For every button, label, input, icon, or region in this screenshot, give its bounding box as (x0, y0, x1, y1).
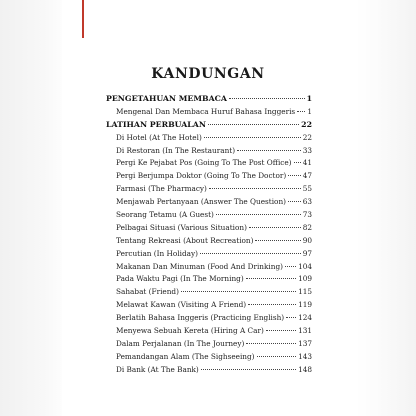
toc-entry (106, 313, 312, 326)
toc-page-number: 124 (298, 313, 312, 323)
toc-entry (106, 171, 312, 184)
dot-leader (208, 124, 299, 125)
dot-leader (286, 317, 296, 318)
toc-page-number: 104 (298, 261, 312, 271)
scan-edge-right (356, 0, 416, 416)
dot-leader (285, 266, 296, 267)
toc-entry (106, 146, 312, 159)
toc-entry-label: Di Restoran (In The Restaurant) (116, 145, 236, 155)
toc-entry (106, 365, 312, 378)
toc-entry-label: Berlatih Bahasa Inggeris (Practicing English) (116, 313, 285, 323)
toc-page-number: 73 (302, 210, 312, 220)
toc-entry-label: Di Bank (At The Bank) (116, 364, 199, 374)
dot-leader (297, 111, 305, 112)
toc-entry (106, 107, 312, 120)
toc-entry (106, 197, 312, 210)
dot-leader (294, 162, 301, 163)
toc-entry-label: Dalam Perjalanan (In The Journey) (116, 338, 245, 348)
toc-entry (106, 339, 312, 352)
dot-leader (201, 369, 296, 370)
toc-page-number: 22 (302, 132, 312, 142)
toc-entry (106, 236, 312, 249)
scan-edge-left (0, 0, 62, 416)
dot-leader (204, 137, 301, 138)
toc-entry (106, 274, 312, 287)
toc-entry-label: Makanan Dan Minuman (Food And Drinking) (116, 261, 283, 271)
toc-entry (106, 300, 312, 313)
toc-entry (106, 158, 312, 171)
toc-entry-label: Tentang Rekreasi (About Recreation) (116, 235, 254, 245)
toc-page-number: 63 (302, 197, 312, 207)
toc-entry-label: Menjawab Pertanyaan (Answer The Question) (116, 197, 286, 207)
book-page (88, 0, 328, 416)
toc-page-number: 1 (307, 106, 312, 116)
table-of-contents (106, 94, 312, 378)
dot-leader (288, 175, 301, 176)
toc-entry (106, 184, 312, 197)
toc-entry-label: Pada Waktu Pagi (In The Morning) (116, 274, 244, 284)
toc-entry (106, 352, 312, 365)
toc-entry-label: Mengenal Dan Membaca Huruf Bahasa Inggeris (116, 106, 296, 116)
dot-leader (288, 201, 301, 202)
toc-entry-label: Pergi Ke Pejabat Pos (Going To The Post Office) (116, 158, 292, 168)
toc-page-number: 109 (298, 274, 312, 284)
toc-entry-label: Seorang Tetamu (A Guest) (116, 210, 214, 220)
toc-page-number: 1 (306, 94, 312, 103)
toc-entry (106, 133, 312, 146)
toc-page-number: 47 (302, 171, 312, 181)
toc-entry (106, 287, 312, 300)
dot-leader (200, 253, 301, 254)
toc-entry (106, 262, 312, 275)
dot-leader (246, 343, 296, 344)
toc-entry-label: Di Hotel (At The Hotel) (116, 132, 202, 142)
dot-leader (229, 98, 305, 99)
dot-leader (246, 278, 296, 279)
dot-leader (255, 240, 300, 241)
toc-page-number: 131 (298, 326, 312, 336)
toc-page-number: 55 (302, 184, 312, 194)
dot-leader (248, 304, 296, 305)
toc-page-number: 137 (298, 338, 312, 348)
toc-entry (106, 249, 312, 262)
toc-entry-label: Farmasi (The Pharmacy) (116, 184, 207, 194)
dot-leader (237, 150, 301, 151)
toc-page-number: 143 (298, 351, 312, 361)
toc-page-number: 41 (302, 158, 312, 168)
toc-page-number: 82 (302, 222, 312, 232)
dot-leader (181, 291, 296, 292)
spine-mark (82, 0, 84, 38)
toc-entry (106, 326, 312, 339)
toc-section-label: LATIHAN PERBUALAN (106, 119, 206, 129)
toc-entry-label: Melawat Kawan (Visiting A Friend) (116, 300, 247, 310)
page-title: KANDUNGAN (151, 66, 265, 82)
toc-page-number: 22 (301, 119, 312, 129)
dot-leader (216, 214, 301, 215)
toc-entry-label: Pergi Berjumpa Doktor (Going To The Doctor) (116, 171, 287, 181)
toc-page-number: 97 (302, 248, 312, 258)
dot-leader (266, 330, 296, 331)
toc-entry-label: Sahabat (Friend) (116, 287, 179, 297)
toc-entry (106, 210, 312, 223)
dot-leader (209, 188, 301, 189)
toc-entry-label: Percutian (In Holiday) (116, 248, 198, 258)
toc-entry (106, 223, 312, 236)
toc-page-number: 148 (298, 364, 312, 374)
toc-entry-label: Pemandangan Alam (The Sighseeing) (116, 351, 255, 361)
toc-page-number: 119 (298, 300, 312, 310)
toc-entry-label: Pelbagai Situasi (Various Situation) (116, 222, 247, 232)
dot-leader (257, 356, 297, 357)
toc-section-row (106, 94, 312, 107)
toc-entry-label: Menyewa Sebuah Kereta (Hiring A Car) (116, 326, 264, 336)
toc-section-row (106, 120, 312, 133)
toc-section-label: PENGETAHUAN MEMBACA (106, 94, 227, 103)
dot-leader (249, 227, 301, 228)
toc-page-number: 33 (302, 145, 312, 155)
toc-page-number: 115 (298, 287, 312, 297)
toc-page-number: 90 (302, 235, 312, 245)
